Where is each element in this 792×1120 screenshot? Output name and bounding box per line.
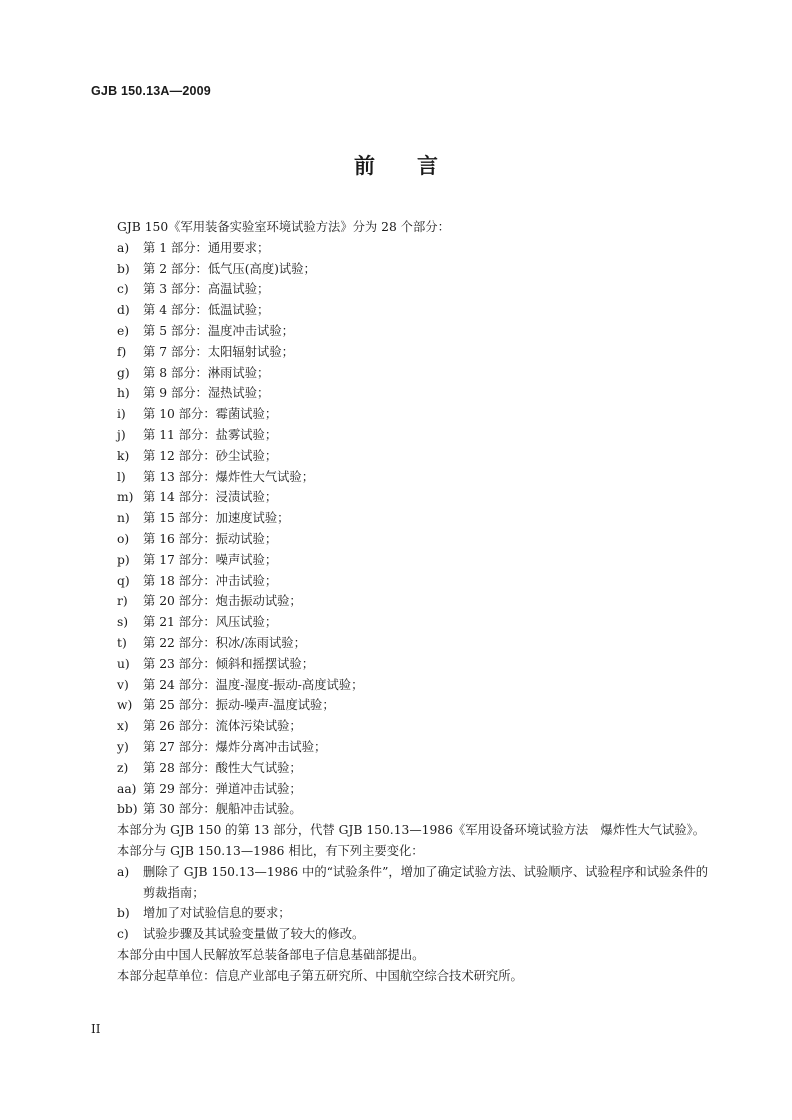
list-item: [117, 404, 717, 425]
list-item: [117, 321, 717, 342]
list-item-text: 第 18 部分：冲击试验；: [143, 573, 278, 588]
list-marker: v): [117, 677, 129, 692]
list-marker: b): [117, 261, 130, 276]
document-code: GJB 150.13A—2009: [91, 84, 211, 98]
list-item: [117, 903, 717, 924]
list-item: [117, 799, 717, 820]
list-item: [117, 238, 717, 259]
list-item: [117, 508, 717, 529]
list-item: [117, 529, 717, 550]
list-item: [117, 259, 717, 280]
list-marker: a): [117, 864, 130, 879]
list-marker: w): [117, 698, 133, 713]
list-item-text: 第 21 部分：风压试验；: [143, 615, 278, 630]
list-item-text: 第 4 部分：低温试验；: [143, 303, 270, 318]
list-item-text: 第 9 部分：湿热试验；: [143, 386, 270, 401]
list-item: [117, 363, 717, 384]
list-marker: q): [117, 573, 130, 588]
list-item-text: 第 1 部分：通用要求；: [143, 240, 270, 255]
list-item-text: 第 17 部分：噪声试验；: [143, 552, 278, 567]
list-marker: t): [117, 635, 127, 650]
list-item: [117, 342, 717, 363]
list-item: [117, 924, 717, 945]
list-item: [117, 550, 717, 571]
list-item-text: 第 3 部分：高温试验；: [143, 282, 270, 297]
list-item-text: 第 2 部分：低气压(高度)试验；: [143, 261, 316, 276]
list-item-text: 第 8 部分：淋雨试验；: [143, 365, 270, 380]
list-item-text: 第 16 部分：振动试验；: [143, 531, 278, 546]
list-item-text: 第 12 部分：砂尘试验；: [143, 448, 278, 463]
list-marker: d): [117, 303, 130, 318]
list-item-text: 第 25 部分：振动-噪声-温度试验；: [143, 698, 335, 713]
foreword-body: [117, 217, 717, 986]
list-item-text: 第 11 部分：盐雾试验；: [143, 427, 278, 442]
list-marker: e): [117, 323, 130, 338]
list-item-text: 第 28 部分：酸性大气试验；: [143, 760, 302, 775]
list-marker: c): [117, 282, 129, 297]
list-marker: b): [117, 906, 130, 921]
list-item: [117, 571, 717, 592]
list-item-text: 第 26 部分：流体污染试验；: [143, 719, 302, 734]
list-item-text: 第 29 部分：弹道冲击试验；: [143, 781, 302, 796]
list-item-text: 增加了对试验信息的要求；: [143, 906, 291, 921]
list-marker: u): [117, 656, 130, 671]
list-item: [117, 446, 717, 467]
list-item: [117, 716, 717, 737]
list-item: [117, 737, 717, 758]
comparison-intro: 本部分与 GJB 150.13—1986 相比，有下列主要变化：: [117, 843, 424, 858]
list-item-text: 第 13 部分：爆炸性大气试验；: [143, 469, 315, 484]
list-item: [117, 779, 717, 800]
list-item: [117, 383, 717, 404]
list-item-text: 第 15 部分：加速度试验；: [143, 511, 290, 526]
list-marker: s): [117, 615, 129, 630]
list-item-text: 第 27 部分：爆炸分离冲击试验；: [143, 739, 327, 754]
list-item-text: 第 22 部分：积冰/冻雨试验；: [143, 635, 306, 650]
list-item-text: 第 23 部分：倾斜和摇摆试验；: [143, 656, 315, 671]
list-marker: a): [117, 240, 130, 255]
list-marker: c): [117, 927, 129, 942]
list-item-text: 第 14 部分：浸渍试验；: [143, 490, 278, 505]
list-item-text: 第 20 部分：炮击振动试验；: [143, 594, 302, 609]
list-marker: z): [117, 760, 129, 775]
list-item: [117, 300, 717, 321]
list-item: [117, 612, 717, 633]
list-marker: l): [117, 469, 126, 484]
list-item-text: 第 10 部分：霉菌试验；: [143, 407, 278, 422]
list-item: [117, 758, 717, 779]
list-item: [117, 591, 717, 612]
list-item: [117, 467, 717, 488]
list-marker: g): [117, 365, 130, 380]
list-marker: aa): [117, 781, 137, 796]
parts-list: [117, 238, 717, 820]
list-marker: bb): [117, 802, 138, 817]
list-item-text: 第 5 部分：温度冲击试验；: [143, 323, 294, 338]
list-item: [117, 654, 717, 675]
page-title: 前言: [354, 154, 480, 178]
list-item: [117, 425, 717, 446]
list-item: [117, 633, 717, 654]
list-item: [117, 487, 717, 508]
list-marker: n): [117, 511, 130, 526]
list-item: [117, 862, 717, 904]
list-marker: k): [117, 448, 130, 463]
list-marker: m): [117, 490, 134, 505]
list-marker: h): [117, 386, 130, 401]
proposer-paragraph: 本部分由中国人民解放军总装备部电子信息基础部提出。: [117, 947, 425, 962]
list-marker: i): [117, 407, 126, 422]
changes-list: [117, 862, 717, 945]
list-item-text: 第 30 部分：舰船冲击试验。: [143, 802, 302, 817]
intro-paragraph: GJB 150《军用装备实验室环境试验方法》分为 28 个部分：: [117, 220, 450, 234]
list-marker: r): [117, 594, 128, 609]
list-item-text: 试验步骤及其试验变量做了较大的修改。: [143, 927, 365, 942]
list-item-text: 删除了 GJB 150.13—1986 中的“试验条件”，增加了确定试验方法、试验顺序、试验程序和试验条件的剪裁指南；: [143, 864, 709, 900]
list-marker: o): [117, 531, 130, 546]
list-marker: x): [117, 719, 129, 734]
list-item: [117, 279, 717, 300]
list-item-text: 第 7 部分：太阳辐射试验；: [143, 344, 294, 359]
list-item-text: 第 24 部分：温度-湿度-振动-高度试验；: [143, 677, 364, 692]
replace-statement: 本部分为 GJB 150 的第 13 部分，代替 GJB 150.13—1986《军用设备环境试验方法 爆炸性大气试验》。: [117, 823, 706, 838]
list-marker: j): [117, 427, 126, 442]
list-marker: f): [117, 344, 127, 359]
list-item: [117, 675, 717, 696]
drafters-paragraph: 本部分起草单位：信息产业部电子第五研究所、中国航空综合技术研究所。: [117, 968, 523, 983]
page-number: II: [91, 1022, 101, 1036]
list-marker: p): [117, 552, 130, 567]
list-item: [117, 695, 717, 716]
list-marker: y): [117, 739, 129, 754]
